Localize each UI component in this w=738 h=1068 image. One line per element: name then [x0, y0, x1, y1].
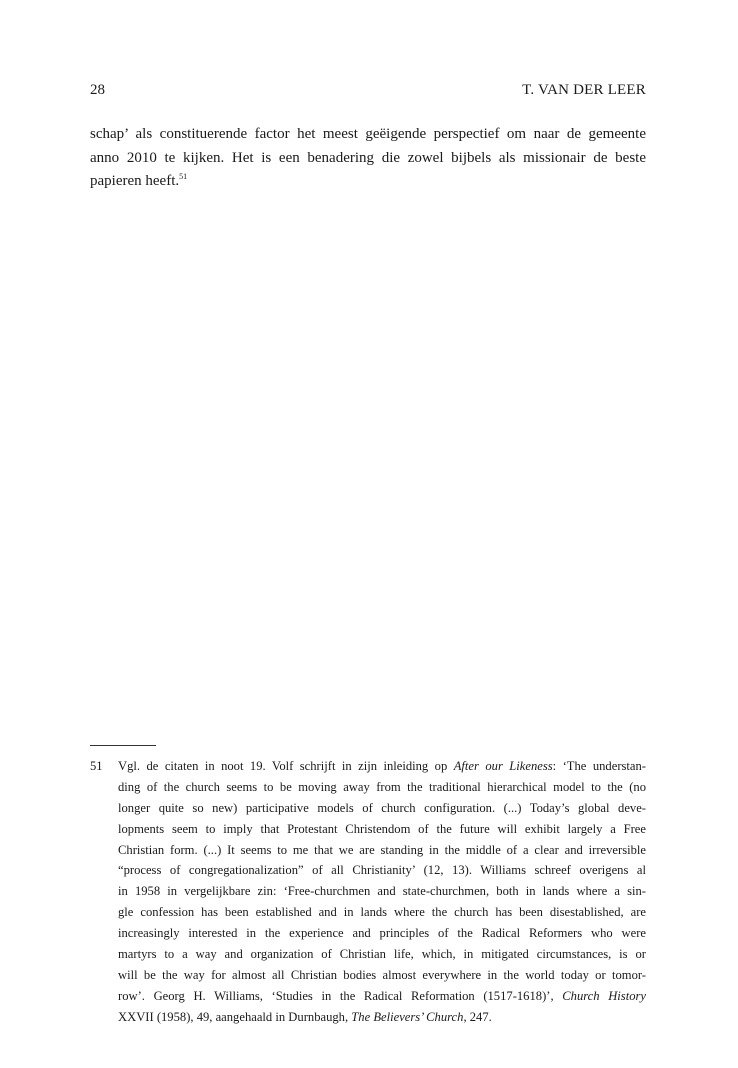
footnote-title-italic: After our Likeness: [453, 759, 553, 773]
running-head: T. VAN DER LEER: [522, 82, 646, 98]
body-paragraph: [90, 123, 646, 194]
page-header: [90, 80, 646, 100]
footnote-separator: [90, 745, 156, 746]
footnote-line: will be the way for almost all Christian bodies almost everywhere in the world today or tomor-: [118, 967, 646, 982]
body-line: schap’ als constituerende factor het meest geëigende perspectief om naar de gemeente: [90, 126, 646, 142]
body-line-last: [90, 170, 646, 194]
footnote-line-last: [118, 1007, 646, 1028]
body-line-text: papieren heeft.: [90, 173, 180, 189]
footnote-title-italic: Church History: [562, 988, 646, 1003]
footnote-line: longer quite so new) participative models of church configuration. (...) Today’s global deve-: [118, 800, 646, 815]
footnote-text: row’.: [118, 988, 145, 1003]
footnote-text: XXVII (1958), 49, aangehaald in Durnbaugh,: [118, 1009, 352, 1024]
footnote-number: 51: [90, 759, 103, 773]
footnote-line: martyrs to a way and organization of Christian life, which, in mitigated circumstances, is or: [118, 947, 646, 962]
footnote-line: in 1958 in vergelijkbare zin: ‘Free-churchmen and state-churchmen, both in lands where a sin-: [118, 884, 646, 899]
footnote-line: ding of the church seems to be moving away from the traditional hierarchical model to the (no: [118, 779, 646, 794]
footnote-line: [118, 986, 646, 1007]
footnote-line: “process of congregationalization” of all Christianity’ (12, 13). Williams schreef overigens al: [118, 863, 646, 878]
footnote-line: lopments seem to imply that Protestant Christendom of the future will exhibit largely a Free: [118, 821, 646, 836]
footnote-text: : ‘The understan-: [552, 759, 646, 773]
footnote-reference: 51: [179, 172, 188, 181]
footnote-text: Vgl. de citaten in noot 19. Volf schrijft in zijn inleiding op: [118, 759, 454, 773]
footnote-text: , 247.: [463, 1009, 492, 1024]
page-number: 28: [90, 82, 105, 98]
footnote-text: Georg H. Williams, ‘Studies in the Radical Reformation (1517-1618)’,: [153, 988, 563, 1003]
footnote-line: increasingly interested in the experience and principles of the Radical Reformers who were: [118, 926, 646, 941]
footnote-body: [118, 756, 646, 1028]
footnote-title-italic: The Believers’ Church: [351, 1009, 464, 1024]
body-line: anno 2010 te kijken. Het is een benadering die zowel bijbels als missionair de beste: [90, 149, 646, 166]
footnote-line: [118, 756, 646, 777]
footnote-line: Christian form. (...) It seems to me that we are standing in the middle of a clear and irreversible: [118, 842, 646, 857]
footnote-line: gle confession has been established and in lands where the church has been disestablished, are: [118, 905, 646, 920]
